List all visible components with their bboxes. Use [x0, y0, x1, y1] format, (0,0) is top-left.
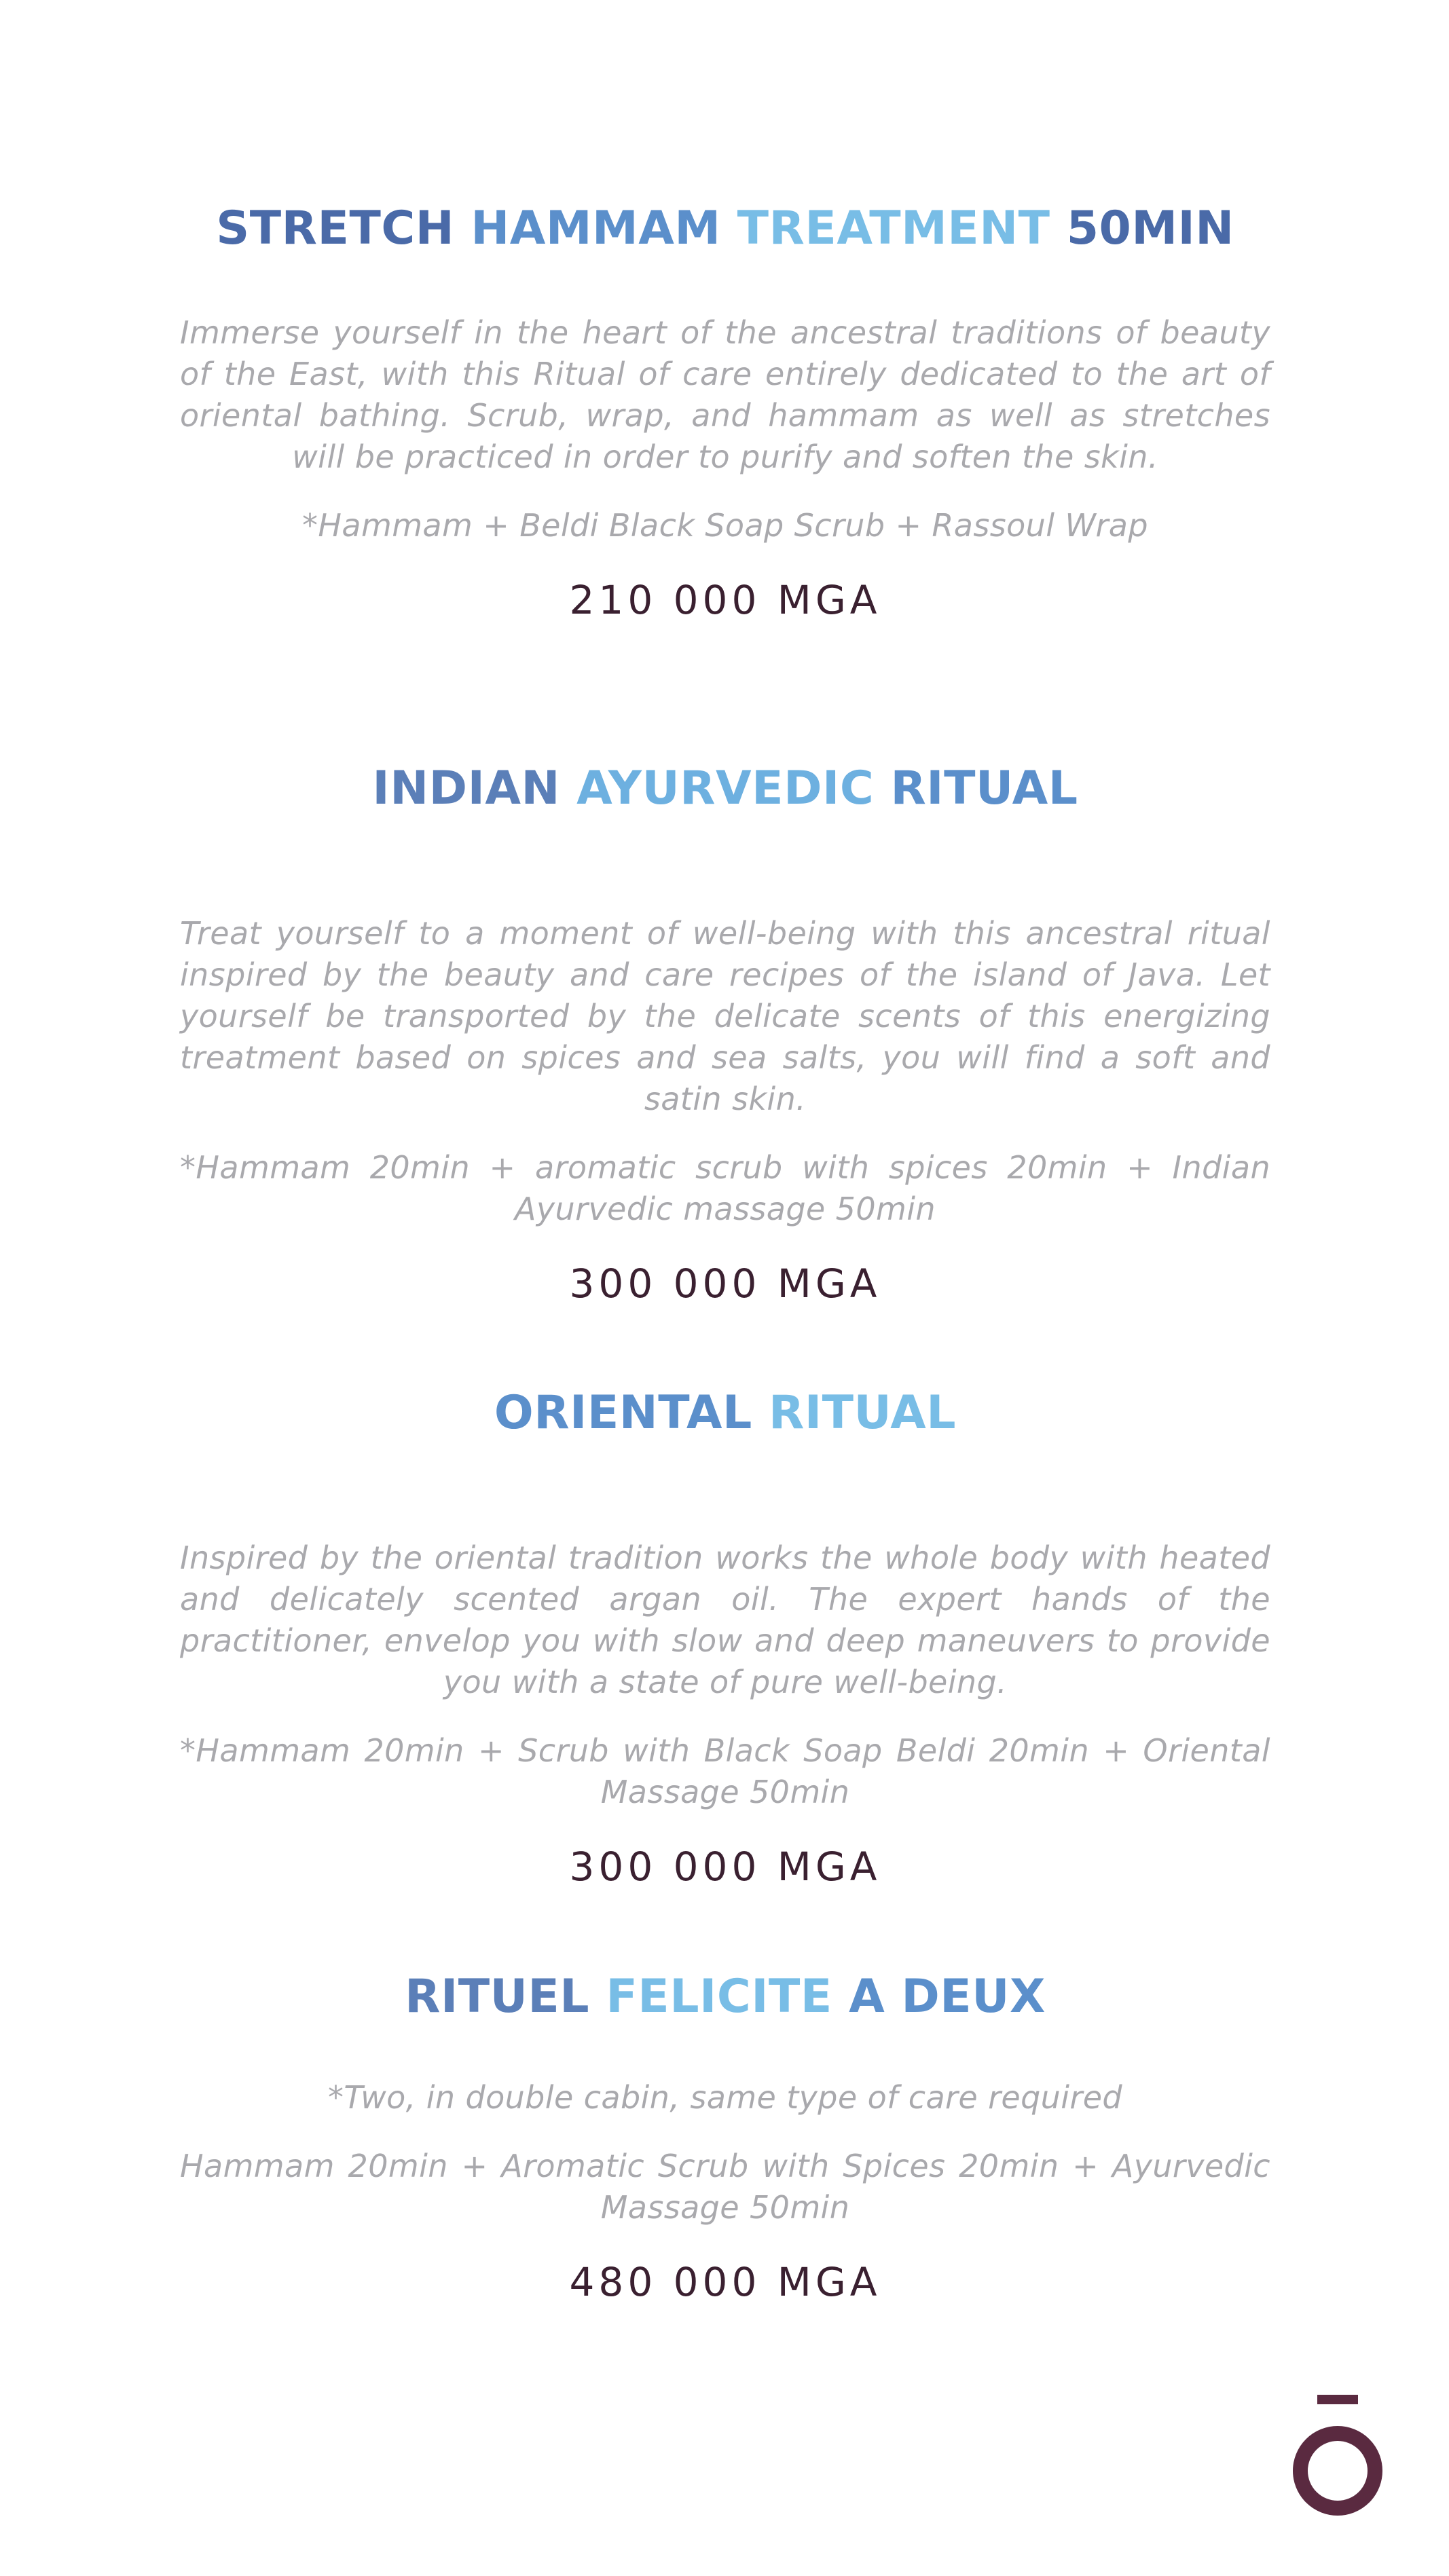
- title-part: RITUAL: [768, 1386, 957, 1440]
- treatment-includes: *Hammam 20min + aromatic scrub with spices 20min + Indian Ayurvedic massage 50min: [180, 1149, 1270, 1227]
- treatment-section-indian-ayurvedic: [180, 762, 1270, 1307]
- treatment-description: Inspired by the oriental tradition works the whole body with heated and delicately scented argan oil. The expert hands of the practitioner, envelop you with slow and deep maneuvers to provide you with a state of pure well-being.: [180, 1539, 1270, 1700]
- treatment-includes: Hammam 20min + Aromatic Scrub with Spices 20min + Ayurvedic Massage 50min: [180, 2147, 1270, 2226]
- treatment-description: Immerse yourself in the heart of the ancestral traditions of beauty of the East, with this Ritual of care entirely dedicated to the art of oriental bathing. Scrub, wrap, and hammam as well as stretches will be practiced in order to purify and soften the skin.: [180, 314, 1270, 475]
- treatment-includes: *Hammam + Beldi Black Soap Scrub + Rassoul Wrap: [302, 506, 1148, 544]
- treatment-price: 300 000 MGA: [569, 1260, 881, 1307]
- treatment-title: [180, 764, 1270, 815]
- title-part: HAMMAM: [471, 202, 737, 255]
- treatment-title: [180, 1972, 1270, 2023]
- logo-ring: [1300, 2433, 1375, 2508]
- brand-logo-icon: [1290, 2389, 1385, 2525]
- title-part: AYURVEDIC: [576, 762, 891, 815]
- title-part: 50MIN: [1066, 202, 1234, 255]
- treatment-description: Treat yourself to a moment of well-being with this ancestral ritual inspired by the beauty and care recipes of the island of Java. Let yourself be transported by the delicate scents of this energizing treatment based on spices and sea salts, you will find a soft and satin skin.: [180, 914, 1270, 1117]
- treatment-price: 480 000 MGA: [569, 2258, 881, 2305]
- treatment-price: 210 000 MGA: [569, 576, 881, 623]
- treatment-requirement-note: *Two, in double cabin, same type of care required: [327, 2078, 1123, 2116]
- title-part: RITUAL: [890, 762, 1078, 815]
- title-part: ORIENTAL: [494, 1386, 769, 1440]
- title-part: INDIAN: [372, 762, 577, 815]
- treatment-price: 300 000 MGA: [569, 1843, 881, 1890]
- title-part: A DEUX: [849, 1970, 1046, 2023]
- treatment-title: [180, 1388, 1270, 1439]
- title-part: STRETCH: [216, 202, 471, 255]
- title-part: FELICITE: [606, 1970, 849, 2023]
- treatment-title: [180, 204, 1270, 255]
- logo-macron: [1317, 2395, 1358, 2404]
- treatment-section-stretch-hammam: [180, 202, 1270, 623]
- treatment-section-rituel-felicite: [180, 1970, 1270, 2305]
- treatment-includes: *Hammam 20min + Scrub with Black Soap Beldi 20min + Oriental Massage 50min: [180, 1732, 1270, 1810]
- title-part: TREATMENT: [737, 202, 1067, 255]
- treatment-section-oriental-ritual: [180, 1386, 1270, 1890]
- title-part: RITUEL: [405, 1970, 606, 2023]
